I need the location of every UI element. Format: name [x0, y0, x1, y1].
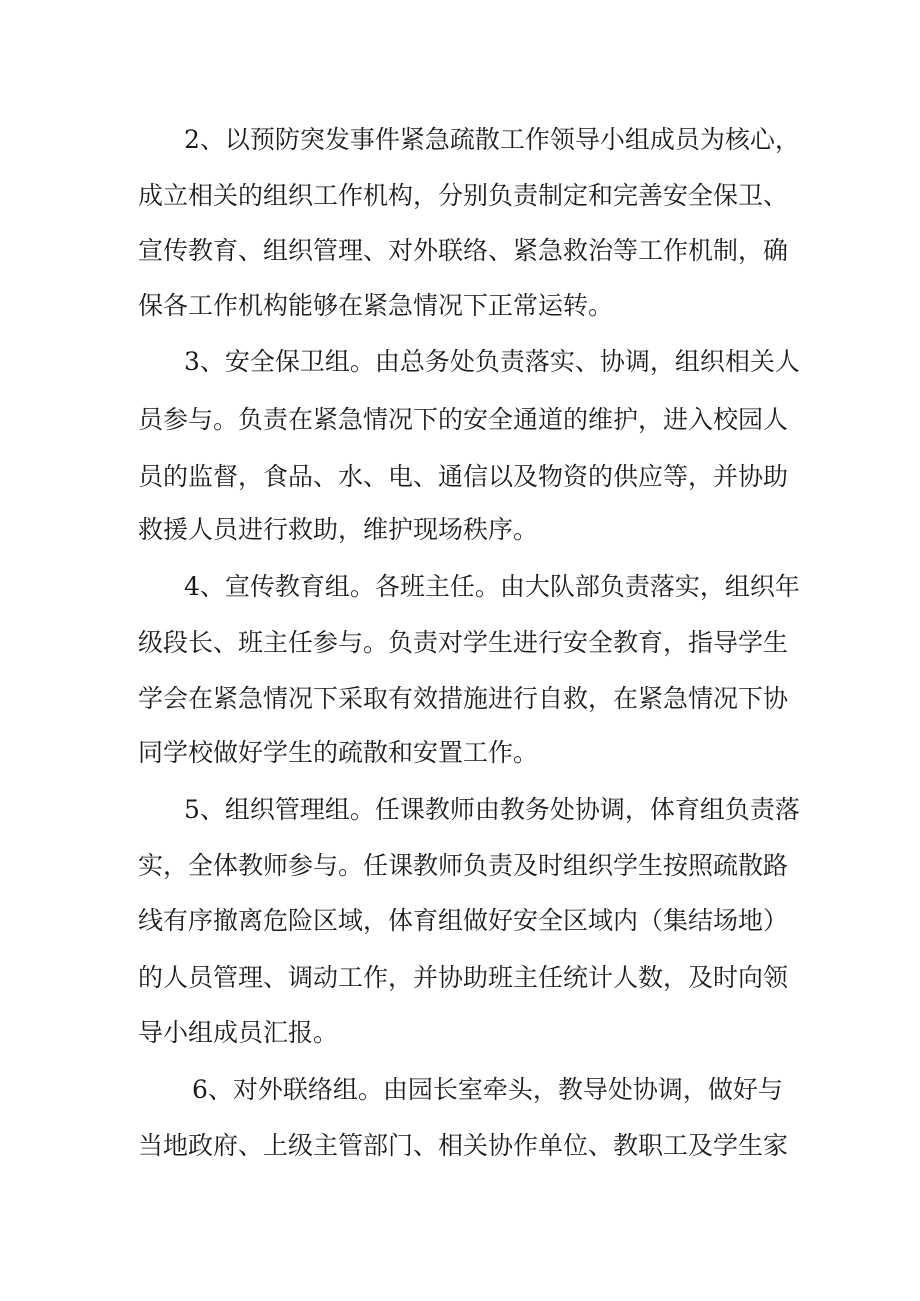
paragraph-6-line-1: 6、对外联络组。由园长室牵头，教导处协调，做好与 [192, 1075, 783, 1104]
paragraph-5-line-5: 导小组成员汇报。 [138, 1018, 339, 1047]
paragraph-2-line-3: 宣传教育、组织管理、对外联络、紧急救治等工作机制，确 [138, 236, 789, 265]
paragraph-5-line-2: 实，全体教师参与。任课教师负责及时组织学生按照疏散路 [138, 851, 789, 880]
paragraph-2-line-2: 成立相关的组织工作机构，分别负责制定和完善安全保卫、 [138, 181, 789, 210]
paragraph-6-line-2: 当地政府、上级主管部门、相关协作单位、教职工及学生家 [138, 1131, 789, 1160]
paragraph-4-line-3: 学会在紧急情况下采取有效措施进行自救，在紧急情况下协 [138, 684, 789, 713]
paragraph-5-line-1: 5、组织管理组。任课教师由教务处协调，体育组负责落 [184, 795, 800, 824]
paragraph-3-line-4: 救援人员进行救助，维护现场秩序。 [138, 515, 539, 544]
paragraph-4-line-4: 同学校做好学生的疏散和安置工作。 [138, 738, 539, 767]
paragraph-4-line-1: 4、宣传教育组。各班主任。由大队部负责落实，组织年 [184, 572, 800, 601]
paragraph-5-line-4: 的人员管理、调动工作，并协助班主任统计人数，及时向领 [138, 963, 789, 992]
paragraph-3-line-2: 员参与。负责在紧急情况下的安全通道的维护，进入校园人 [138, 405, 789, 434]
paragraph-5-line-3: 线有序撤离危险区域，体育组做好安全区域内（集结场地） [138, 906, 789, 935]
paragraph-3-line-1: 3、安全保卫组。由总务处负责落实、协调，组织相关人 [184, 347, 800, 376]
paragraph-2-line-4: 保各工作机构能够在紧急情况下正常运转。 [138, 291, 614, 320]
paragraph-4-line-2: 级段长、班主任参与。负责对学生进行安全教育，指导学生 [138, 628, 789, 657]
paragraph-3-line-3: 员的监督，食品、水、电、通信以及物资的供应等，并协助 [138, 462, 789, 491]
paragraph-2-line-1: 2、以预防突发事件紧急疏散工作领导小组成员为核心， [184, 125, 800, 154]
